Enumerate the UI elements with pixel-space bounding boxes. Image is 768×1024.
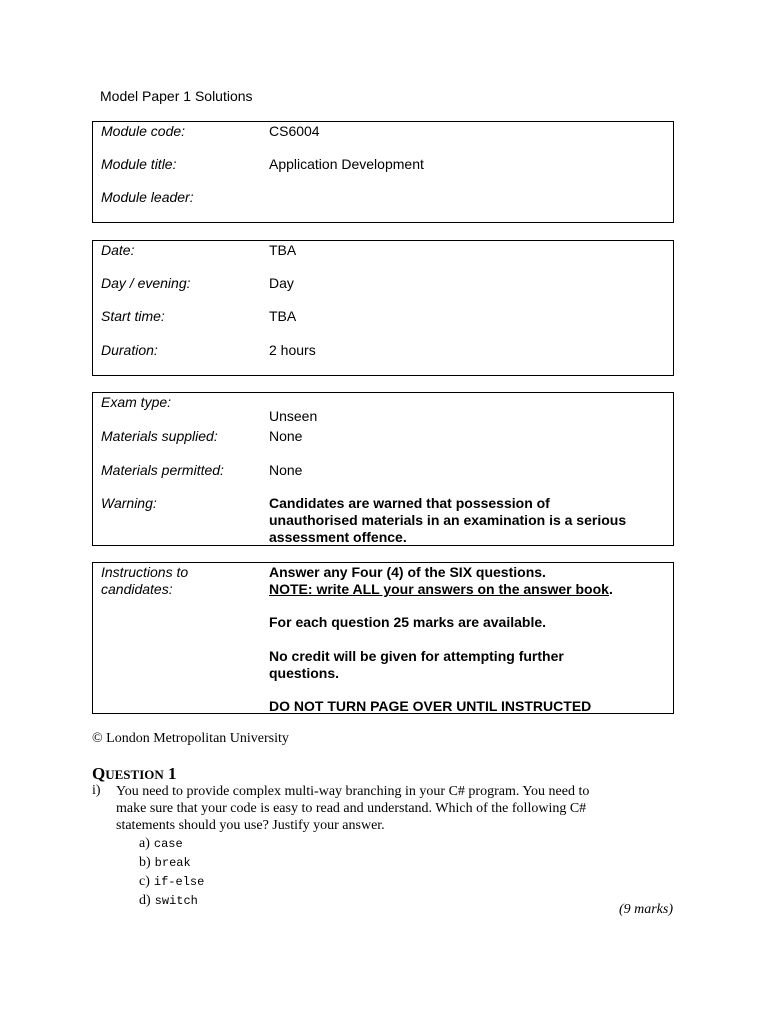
page-title: Model Paper 1 Solutions <box>100 88 253 104</box>
question-number: 1 <box>168 764 177 783</box>
question-heading-cap: Q <box>92 764 106 783</box>
day-evening-label: Day / evening: <box>101 275 191 291</box>
module-title-label: Module title: <box>101 156 177 172</box>
copyright-notice: © London Metropolitan University <box>92 731 289 746</box>
instructions-label <box>101 564 188 598</box>
warning-line: unauthorised materials in an examination is a serious <box>269 512 627 528</box>
materials-supplied-label: Materials supplied: <box>101 428 218 444</box>
duration-label: Duration: <box>101 342 158 358</box>
materials-permitted-label: Materials permitted: <box>101 462 224 478</box>
option-code: if-else <box>153 875 205 889</box>
module-title-value: Application Development <box>269 156 424 172</box>
answer-options <box>139 834 204 910</box>
instructions-answer-line: Answer any Four (4) of the SIX questions. <box>269 564 546 580</box>
question-heading <box>92 764 177 784</box>
instructions-credit-line: questions. <box>269 665 340 681</box>
option-code: break <box>154 856 191 870</box>
question-part-label: i) <box>92 783 101 798</box>
exam-type-label: Exam type: <box>101 394 172 410</box>
option-letter: c) <box>139 874 150 889</box>
warning-line: assessment offence. <box>269 529 407 545</box>
option-letter: d) <box>139 893 151 908</box>
start-time-value: TBA <box>269 308 297 324</box>
option-code: case <box>153 837 183 851</box>
question-text-line: make sure that your code is easy to read and understand. Which of the following C# <box>116 801 587 816</box>
duration-value: 2 hours <box>269 342 316 358</box>
exam-type-value: Unseen <box>269 408 318 424</box>
module-code-label: Module code: <box>101 123 186 139</box>
instructions-label-line: Instructions to <box>101 564 189 580</box>
warning-line: Candidates are warned that possession of <box>269 495 550 511</box>
instructions-note: NOTE: write ALL your answers on the answer book <box>269 581 609 597</box>
instructions-do-not-turn: DO NOT TURN PAGE OVER UNTIL INSTRUCTED <box>269 698 592 714</box>
option-item <box>139 853 204 872</box>
question-marks: (9 marks) <box>618 902 673 917</box>
start-time-label: Start time: <box>101 308 165 324</box>
instructions-text <box>269 564 613 598</box>
question-text <box>116 783 589 834</box>
instructions-credit <box>269 648 564 682</box>
instructions-box <box>92 562 674 714</box>
exam-info-box <box>92 392 674 546</box>
instructions-label-line: candidates: <box>101 581 173 597</box>
date-label: Date: <box>101 242 135 258</box>
instructions-marks: For each question 25 marks are available. <box>269 614 547 630</box>
module-leader-label: Module leader: <box>101 189 194 205</box>
option-letter: b) <box>139 855 151 870</box>
option-item <box>139 891 204 910</box>
option-letter: a) <box>139 836 150 851</box>
warning-text <box>269 495 626 546</box>
instructions-note-line <box>269 581 613 598</box>
day-evening-value: Day <box>269 275 294 291</box>
warning-label: Warning: <box>101 495 157 511</box>
question-text-line: statements should you use? Justify your answer. <box>116 818 385 833</box>
instructions-credit-line: No credit will be given for attempting further <box>269 648 564 664</box>
option-code: switch <box>154 894 198 908</box>
question-text-line: You need to provide complex multi-way branching in your C# program. You need to <box>116 784 590 799</box>
module-info-box <box>92 121 674 223</box>
option-item <box>139 872 204 891</box>
module-code-value: CS6004 <box>269 123 320 139</box>
materials-permitted-value: None <box>269 462 303 478</box>
schedule-box <box>92 240 674 376</box>
materials-supplied-value: None <box>269 428 303 444</box>
question-heading-rest: UESTION <box>105 767 164 782</box>
date-value: TBA <box>269 242 297 258</box>
instructions-note-period: . <box>608 581 613 597</box>
option-item <box>139 834 204 853</box>
